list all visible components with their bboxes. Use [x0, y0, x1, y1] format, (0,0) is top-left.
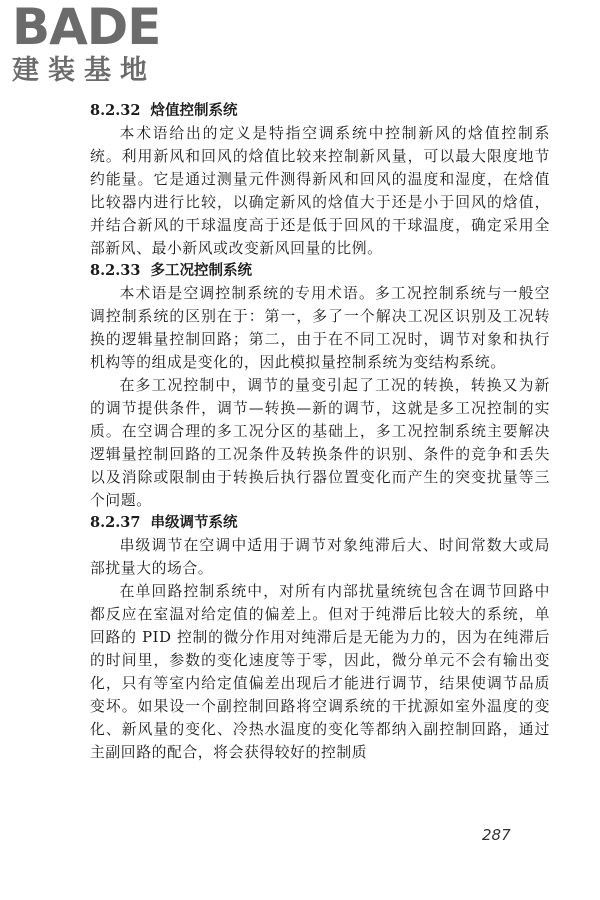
section-title: 串级调节系统 — [150, 514, 238, 531]
paragraph: 在单回路控制系统中，对所有内部扰量统统包含在调节回路中都反应在室温对给定值的偏差上。但对于纯滞后比较大的系统，单回路的 PID 控制的微分作用对纯滞后是无能为力的，因为在纯滞后的时间里，参数的变化速度等于零，因此，微分单元不会有输出变化，只有等室内给定值偏差出现后才能进行调节，结果使调节品质变坏。如果设一个副控制回路将空调系统的干扰源如室外温度的变化、新风量的变化、冷热水温度的变化等都纳入副控制回路，通过主副回路的配合，将会获得较好的控制质 — [90, 583, 550, 761]
section-heading — [90, 100, 550, 122]
page-number: 287 — [482, 826, 511, 844]
paragraph: 串级调节在空调中适用于调节对象纯滞后大、时间常数大或局部扰量大的场合。 — [90, 537, 550, 577]
section-number: 8.2.37 — [90, 514, 141, 531]
paragraph: 本术语给出的定义是特指空调系统中控制新风的焓值控制系统。利用新风和回风的焓值比较来控制新风量，可以最大限度地节约能量。它是通过测量元件测得新风和回风的温度和湿度，在焓值比较器内进行比较，以确定新风的焓值大于还是小于回风的焓值，并结合新风的干球温度高于还是低于回风的干球温度，确定采用全部新风、最小新风或改变新风回量的比例。 — [90, 125, 550, 257]
site-logo — [12, 2, 182, 94]
logo-subtitle: 建装基地 — [12, 55, 156, 86]
section-title: 多工况控制系统 — [150, 262, 252, 279]
section-title: 焓值控制系统 — [150, 102, 238, 119]
paragraph: 在多工况控制中，调节的量变引起了工况的转换，转换又为新的调节提供条件，调节—转换—新的调节，这就是多工况控制的实质。在空调合理的多工况分区的基础上，多工况控制系统主要解决逻辑量控制回路的工况条件及转换条件的识别、条件的竞争和丢失以及消除或限制由于转换后执行器位置变化而产生的突变扰量等三个问题。 — [90, 377, 550, 509]
section-number: 8.2.32 — [90, 102, 141, 119]
section-number: 8.2.33 — [90, 262, 141, 279]
logo-mark-text: BADE — [12, 0, 161, 56]
paragraph: 本术语是空调控制系统的专用术语。多工况控制系统与一般空调控制系统的区别在于：第一，多了一个解决工况区识别及工况转换的逻辑量控制回路；第二，由于在不同工况时，调节对象和执行机构等的组成是变化的，因此模拟量控制系统为变结构系统。 — [90, 285, 550, 371]
logo-mark — [12, 0, 182, 56]
document-body — [90, 100, 550, 764]
section-heading — [90, 512, 550, 534]
section-heading — [90, 260, 550, 282]
